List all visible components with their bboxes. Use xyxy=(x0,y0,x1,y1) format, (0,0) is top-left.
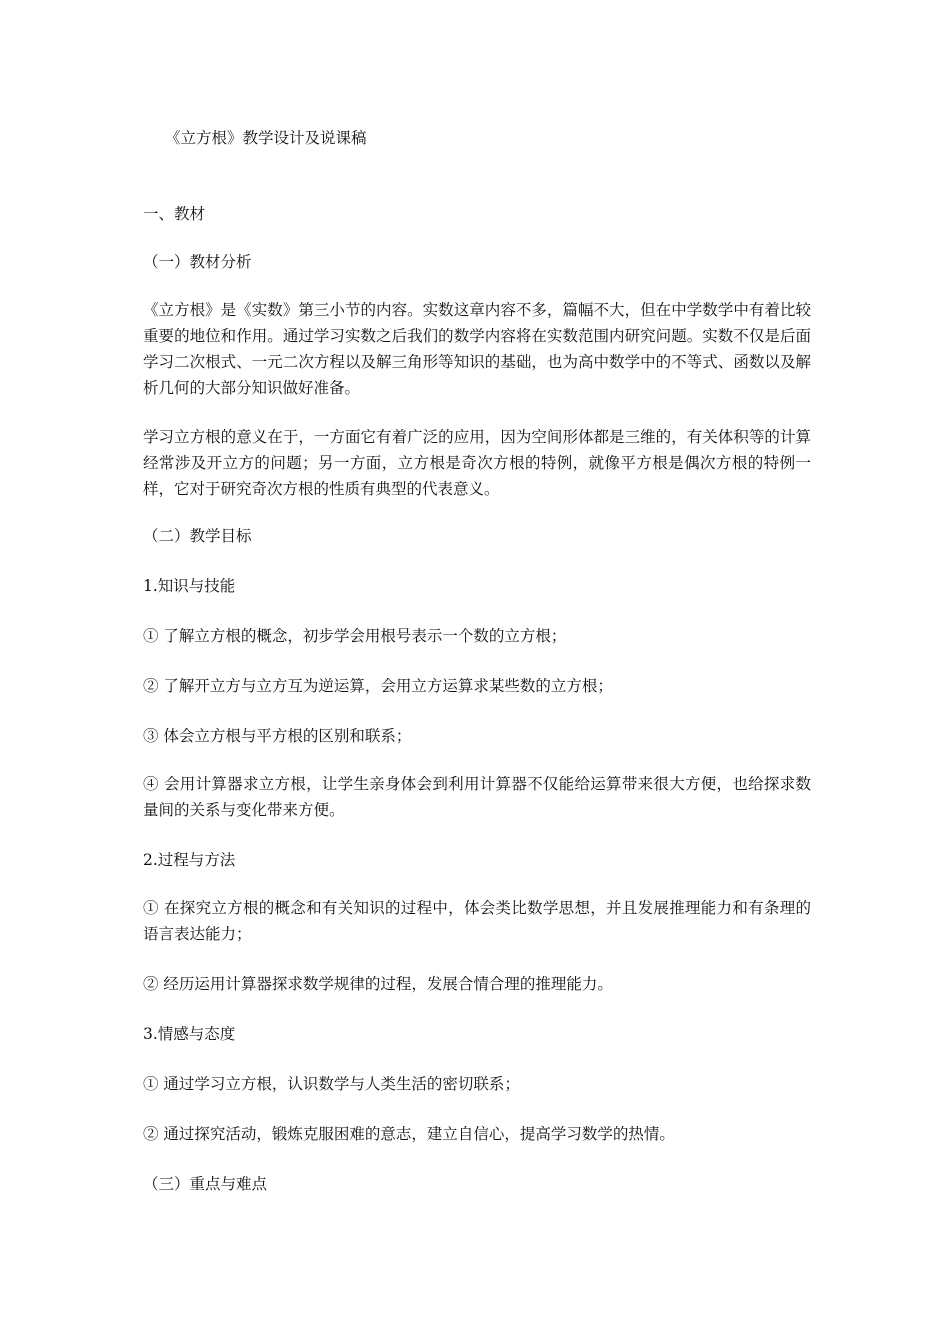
analysis-paragraph-1: 《立方根》是《实数》第三小节的内容。实数这章内容不多，篇幅不大，但在中学数学中有着比较重要的地位和作用。通过学习实数之后我们的数学内容将在实数范围内研究问题。实数不仅是后面学习二次根式、一元二次方程以及解三角形等知识的基础，也为高中数学中的不等式、函数以及解析几何的大部分知识做好准备。 xyxy=(143,301,811,397)
goal-heading-process: 2.过程与方法 xyxy=(143,851,236,869)
goal-item: ② 通过探究活动，锻炼克服困难的意志，建立自信心，提高学习数学的热情。 xyxy=(143,1125,675,1143)
document-title: 《立方根》教学设计及说课稿 xyxy=(165,129,367,147)
subsection-heading-analysis: （一）教材分析 xyxy=(143,253,252,271)
subsection-heading-focus: （三）重点与难点 xyxy=(143,1175,268,1193)
goal-item: ② 了解开立方与立方互为逆运算，会用立方运算求某些数的立方根； xyxy=(143,677,613,695)
goal-item: ④ 会用计算器求立方根，让学生亲身体会到利用计算器不仅能给运算带来很大方便，也给探求数量间的关系与变化带来方便。 xyxy=(143,775,811,819)
goal-heading-attitude: 3.情感与态度 xyxy=(143,1025,236,1043)
analysis-paragraph-2: 学习立方根的意义在于，一方面它有着广泛的应用，因为空间形体都是三维的，有关体积等的计算经常涉及开立方的问题；另一方面，立方根是奇次方根的特例，就像平方根是偶次方根的特例一样，它对于研究奇次方根的性质有典型的代表意义。 xyxy=(143,428,811,498)
goal-item: ① 了解立方根的概念，初步学会用根号表示一个数的立方根； xyxy=(143,627,567,645)
subsection-heading-goals: （二）教学目标 xyxy=(143,527,252,545)
goal-heading-knowledge: 1.知识与技能 xyxy=(143,577,236,595)
goal-item: ② 经历运用计算器探求数学规律的过程，发展合情合理的推理能力。 xyxy=(143,975,613,993)
goal-item: ① 通过学习立方根，认识数学与人类生活的密切联系； xyxy=(143,1075,520,1093)
goal-item: ① 在探究立方根的概念和有关知识的过程中，体会类比数学思想，并且发展推理能力和有条理的语言表达能力； xyxy=(143,899,811,943)
goal-item: ③ 体会立方根与平方根的区别和联系； xyxy=(143,727,412,745)
section-heading-textbook: 一、教材 xyxy=(143,205,206,223)
